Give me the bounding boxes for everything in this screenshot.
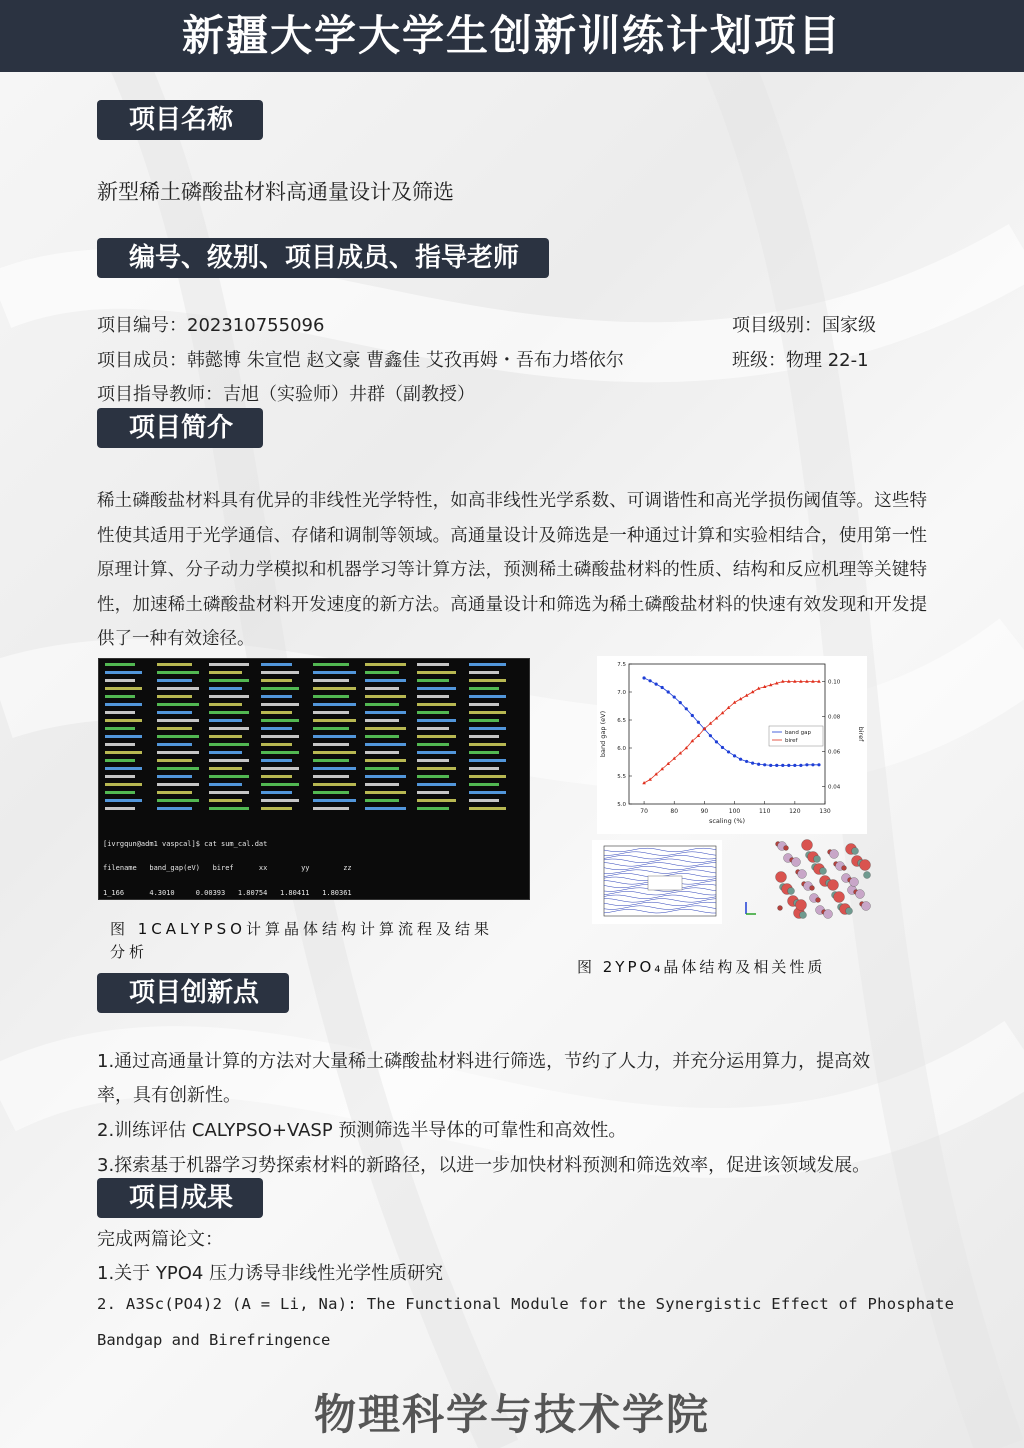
terminal-listing-entry xyxy=(261,703,299,706)
atom xyxy=(834,892,845,903)
crystal-structure-image xyxy=(738,836,873,924)
terminal-listing-entry xyxy=(261,695,292,698)
terminal-listing-entry xyxy=(209,791,249,794)
terminal-listing-entry xyxy=(261,799,299,802)
terminal-listing-entry xyxy=(261,711,292,714)
terminal-listing-entry xyxy=(417,711,449,714)
terminal-listing-entry xyxy=(209,799,242,802)
terminal-listing-entry xyxy=(469,791,506,794)
terminal-listing-entry xyxy=(313,663,349,666)
data-point-band-gap xyxy=(805,763,808,766)
atom xyxy=(776,872,787,883)
terminal-listing-entry xyxy=(157,711,192,714)
terminal-listing-entry xyxy=(105,759,135,762)
x-tick-label: 70 xyxy=(640,808,648,815)
page-title: 新疆大学大学生创新训练计划项目 xyxy=(181,11,842,60)
data-point-band-gap xyxy=(661,686,664,689)
terminal-listing-entry xyxy=(417,791,449,794)
terminal-listing-entry xyxy=(365,695,406,698)
data-point-band-gap xyxy=(817,763,820,766)
terminal-listing-entry xyxy=(209,727,249,730)
terminal-listing-entry xyxy=(261,743,292,746)
terminal-listing-entry xyxy=(417,751,456,754)
terminal-listing-entry xyxy=(157,743,192,746)
terminal-listing-entry xyxy=(469,735,499,738)
terminal-listing-entry xyxy=(209,695,249,698)
terminal-listing-entry xyxy=(157,703,199,706)
y-tick-label-left: 6.5 xyxy=(617,718,626,724)
y-tick-label-left: 5.0 xyxy=(617,802,626,808)
terminal-listing-entry xyxy=(157,727,192,730)
terminal-listing-entry xyxy=(209,687,242,690)
terminal-listing-entry xyxy=(313,695,349,698)
terminal-listing-entry xyxy=(105,807,135,810)
terminal-listing-entry xyxy=(157,783,199,786)
y-tick-label-left: 7.5 xyxy=(617,662,626,668)
terminal-listing-entry xyxy=(417,759,449,762)
terminal-listing-entry xyxy=(209,671,242,674)
terminal-listing-entry xyxy=(261,759,292,762)
data-point-biref xyxy=(805,680,809,683)
terminal-listing-entry xyxy=(261,767,299,770)
terminal-listing-entry xyxy=(469,743,506,746)
terminal-listing-entry xyxy=(209,735,242,738)
atom xyxy=(798,870,807,879)
data-point-band-gap xyxy=(727,750,730,753)
terminal-listing-entry xyxy=(469,751,499,754)
results-intro: 完成两篇论文： xyxy=(97,1229,223,1250)
terminal-listing-entry xyxy=(365,663,406,666)
y-tick-label-right: 0.04 xyxy=(828,784,841,791)
project-class: 班级：物理 22-1 xyxy=(732,350,869,371)
terminal-command: [ivrgqun@adm1 vaspcal]$ cat sum_cal.dat xyxy=(103,839,268,848)
terminal-listing-entry xyxy=(209,751,242,754)
atom xyxy=(820,868,827,875)
data-point-band-gap xyxy=(709,734,712,737)
terminal-listing-entry xyxy=(365,759,406,762)
paper-1: 1.关于 YPO4 压力诱导非线性光学性质研究 xyxy=(97,1263,444,1284)
atom xyxy=(810,886,815,891)
terminal-listing-entry xyxy=(105,767,142,770)
terminal-listing-entry xyxy=(365,783,399,786)
legend-label: biref xyxy=(785,738,798,744)
y-tick-label-left: 6.0 xyxy=(617,746,626,752)
atom xyxy=(850,878,859,887)
terminal-listing-entry xyxy=(417,687,456,690)
terminal-listing-entry xyxy=(313,735,356,738)
atom xyxy=(852,848,859,855)
terminal-listing-entry xyxy=(417,671,456,674)
terminal-listing-entry xyxy=(157,735,199,738)
data-point-band-gap xyxy=(757,763,760,766)
terminal-listing-entry xyxy=(209,663,249,666)
x-tick-label: 100 xyxy=(728,808,741,815)
terminal-listing-entry xyxy=(365,671,399,674)
terminal-listing-entry xyxy=(157,663,192,666)
intro-paragraph: 稀土磷酸盐材料具有优异的非线性光学特性，如高非线性光学系数、可调谐性和高光学损伤阈值等。这些特性使其适用于光学通信、存储和调制等领域。高通量设计及筛选是一种通过计算和实验相结合，使用第一性原理计算、分子动力学模拟和机器学习等计算方法，预测稀土磷酸盐材料的性质、结构和反应机理等关键特性，加速稀土磷酸盐材料开发速度的新方法。高通量设计和筛选为稀土磷酸盐材料的快速有效发现和开发提供了一种有效途径。 xyxy=(97,491,927,649)
data-point-band-gap xyxy=(655,683,658,686)
terminal-listing-entry xyxy=(365,807,406,810)
terminal-listing-entry xyxy=(261,775,292,778)
legend-label: band gap xyxy=(785,730,811,736)
y-tick-label-right: 0.06 xyxy=(828,749,841,756)
data-point-band-gap xyxy=(715,740,718,743)
terminal-listing-entry xyxy=(105,679,135,682)
terminal-listing-entry xyxy=(417,783,456,786)
innovation-item-1: 1.通过高通量计算的方法对大量稀土磷酸盐材料进行筛选，节约了人力，并充分运用算力，提高效 xyxy=(97,1051,871,1072)
terminal-listing-entry xyxy=(209,759,249,762)
atom xyxy=(864,872,871,879)
terminal-listing-entry xyxy=(261,719,299,722)
terminal-listing-entry xyxy=(313,783,356,786)
terminal-listing-entry xyxy=(469,759,506,762)
terminal-listing-entry xyxy=(365,791,406,794)
y-axis-label-left: band gap (eV) xyxy=(599,710,607,758)
terminal-row: 1_166 4.3010 0.00393 1.80754 1.80411 1.80361 xyxy=(103,889,352,898)
terminal-listing-entry xyxy=(417,807,449,810)
section-header-results: 项目成果 xyxy=(97,1178,263,1218)
atom xyxy=(824,910,833,919)
terminal-listing-entry xyxy=(261,735,299,738)
terminal-listing-entry xyxy=(261,783,299,786)
band-structure-plot xyxy=(592,840,722,924)
project-number: 项目编号：202310755096 xyxy=(97,315,325,336)
data-point-band-gap xyxy=(685,707,688,710)
terminal-listing-entry xyxy=(105,791,135,794)
atom xyxy=(788,888,795,895)
terminal-listing-entry xyxy=(157,719,199,722)
terminal-listing-entry xyxy=(365,703,399,706)
terminal-listing-entry xyxy=(157,687,199,690)
terminal-listing-entry xyxy=(261,727,292,730)
data-point-band-gap xyxy=(745,760,748,763)
terminal-listing-entry xyxy=(209,703,242,706)
terminal-listing-entry xyxy=(365,775,406,778)
band-structure-svg xyxy=(592,840,722,924)
series-line-band-gap xyxy=(644,678,819,765)
terminal-listing-entry xyxy=(157,799,199,802)
atom xyxy=(862,902,871,911)
section-header-innovation: 项目创新点 xyxy=(97,973,289,1013)
terminal-listing-entry xyxy=(469,775,506,778)
terminal-listing-entry xyxy=(469,687,499,690)
terminal-listing-entry xyxy=(261,687,299,690)
terminal-listing-entry xyxy=(313,743,349,746)
data-point-band-gap xyxy=(733,754,736,757)
terminal-listing-entry xyxy=(261,807,292,810)
terminal-listing-entry xyxy=(105,727,135,730)
paper-2-line2: Bandgap and Birefringence xyxy=(97,1331,331,1349)
y-axis-label-right: biref xyxy=(857,726,865,742)
paper-2-line1: 2. A3Sc(PO4)2 (A = Li, Na): The Functional Module for the Synergistic Effect of Phosphate xyxy=(97,1295,955,1313)
terminal-listing-entry xyxy=(313,791,349,794)
atom xyxy=(796,900,807,911)
data-point-band-gap xyxy=(799,764,802,767)
terminal-listing-entry xyxy=(313,703,356,706)
terminal-listing-entry xyxy=(209,775,249,778)
terminal-listing-entry xyxy=(417,663,449,666)
terminal-listing-entry xyxy=(105,775,135,778)
terminal-listing-entry xyxy=(365,679,406,682)
data-point-band-gap xyxy=(649,679,652,682)
terminal-listing-entry xyxy=(417,695,449,698)
section-header-intro: 项目简介 xyxy=(97,408,263,448)
atom xyxy=(846,908,853,915)
terminal-listing-entry xyxy=(261,679,292,682)
innovation-item-1-cont: 率，具有创新性。 xyxy=(97,1085,241,1106)
data-point-band-gap xyxy=(763,763,766,766)
terminal-listing-entry xyxy=(365,767,399,770)
x-tick-label: 80 xyxy=(670,808,679,815)
atom xyxy=(800,912,807,919)
data-point-biref xyxy=(817,680,821,683)
terminal-listing-entry xyxy=(313,679,349,682)
terminal-listing-entry xyxy=(209,783,242,786)
terminal-listing-entry xyxy=(365,735,399,738)
terminal-listing-entry xyxy=(365,727,406,730)
data-point-band-gap xyxy=(787,764,790,767)
data-point-band-gap xyxy=(811,763,814,766)
terminal-listing-entry xyxy=(157,671,199,674)
terminal-listing-entry xyxy=(313,775,349,778)
terminal-listing-entry xyxy=(209,711,249,714)
terminal-listing-entry xyxy=(469,719,499,722)
terminal-listing-entry xyxy=(313,751,356,754)
terminal-file-listing xyxy=(99,659,529,819)
innovation-item-3: 3.探索基于机器学习势探索材料的新路径，以进一步加快材料预测和筛选效率，促进该领域发展。 xyxy=(97,1155,871,1176)
terminal-listing-entry xyxy=(209,719,242,722)
terminal-listing-entry xyxy=(261,791,292,794)
terminal-listing-entry xyxy=(417,775,449,778)
footer-school-name: 物理科学与技术学院 xyxy=(313,1390,710,1439)
data-point-band-gap xyxy=(697,721,700,724)
data-point-biref xyxy=(793,680,797,683)
terminal-listing-entry xyxy=(209,679,249,682)
bandgap-biref-chart xyxy=(597,656,867,834)
project-level: 项目级别：国家级 xyxy=(732,315,876,336)
terminal-listing-entry xyxy=(469,767,499,770)
data-point-biref xyxy=(811,680,815,683)
atom xyxy=(802,840,813,851)
data-point-band-gap xyxy=(781,764,784,767)
terminal-listing-entry xyxy=(261,751,299,754)
figure-2-caption: 图 2YPO₄晶体结构及相关性质 xyxy=(577,958,826,976)
x-tick-label: 110 xyxy=(758,808,771,815)
terminal-listing-entry xyxy=(469,727,506,730)
section-header-project-name: 项目名称 xyxy=(97,100,263,140)
terminal-listing-entry xyxy=(157,695,192,698)
terminal-listing-entry xyxy=(157,807,192,810)
data-point-biref xyxy=(799,680,803,683)
data-point-biref xyxy=(787,680,791,683)
terminal-listing-entry xyxy=(105,799,142,802)
terminal-listing-entry xyxy=(105,751,142,754)
terminal-listing-entry xyxy=(105,695,135,698)
terminal-listing-entry xyxy=(157,791,192,794)
atom xyxy=(842,866,847,871)
terminal-listing-entry xyxy=(157,767,199,770)
terminal-listing-entry xyxy=(417,799,456,802)
terminal-listing-entry xyxy=(105,711,135,714)
figure-1-caption: 图 1CALYPSO计算晶体结构计算流程及结果 xyxy=(110,920,493,938)
terminal-listing-entry xyxy=(105,743,135,746)
terminal-listing-entry xyxy=(313,711,349,714)
atom xyxy=(814,856,821,863)
terminal-listing-entry xyxy=(209,743,249,746)
terminal-listing-entry xyxy=(105,687,142,690)
terminal-listing-entry xyxy=(365,687,399,690)
page-title-banner xyxy=(0,0,1024,72)
terminal-listing-entry xyxy=(261,671,299,674)
data-point-band-gap xyxy=(679,701,682,704)
terminal-listing-entry xyxy=(157,751,199,754)
terminal-listing-entry xyxy=(417,735,456,738)
data-point-band-gap xyxy=(793,764,796,767)
data-point-band-gap xyxy=(751,762,754,765)
terminal-listing-entry xyxy=(105,671,142,674)
terminal-listing-entry xyxy=(417,679,449,682)
terminal-listing-entry xyxy=(469,671,499,674)
x-tick-label: 130 xyxy=(819,808,831,815)
terminal-listing-entry xyxy=(313,767,356,770)
data-point-band-gap xyxy=(769,764,772,767)
data-point-band-gap xyxy=(775,764,778,767)
terminal-listing-entry xyxy=(105,735,142,738)
x-axis-label: scaling (%) xyxy=(708,817,746,825)
innovation-item-2: 2.训练评估 CALYPSO+VASP 预测筛选半导体的可靠性和高效性。 xyxy=(97,1120,627,1141)
terminal-listing-entry xyxy=(209,807,249,810)
data-point-band-gap xyxy=(721,746,724,749)
y-tick-label-right: 0.08 xyxy=(828,714,841,721)
terminal-listing-entry xyxy=(105,663,135,666)
data-point-band-gap xyxy=(642,676,645,679)
terminal-listing-entry xyxy=(313,719,356,722)
terminal-listing-entry xyxy=(313,671,356,674)
calypso-terminal-screenshot xyxy=(98,658,530,900)
data-point-biref xyxy=(781,680,785,683)
terminal-listing-entry xyxy=(261,663,292,666)
project-advisors: 项目指导教师：吉旭（实验师）井群（副教授） xyxy=(97,384,475,405)
terminal-listing-entry xyxy=(157,759,192,762)
figure-1-caption-line2: 分析 xyxy=(110,943,149,961)
terminal-listing-entry xyxy=(469,799,499,802)
terminal-listing-entry xyxy=(469,807,506,810)
y-tick-label-right: 0.10 xyxy=(828,679,841,686)
terminal-listing-entry xyxy=(313,759,349,762)
terminal-listing-entry xyxy=(157,775,192,778)
atom xyxy=(816,898,821,903)
terminal-listing-entry xyxy=(313,807,349,810)
data-point-band-gap xyxy=(667,690,670,693)
terminal-listing-entry xyxy=(469,711,506,714)
data-point-band-gap xyxy=(673,695,676,698)
terminal-listing-entry xyxy=(417,743,449,746)
terminal-listing-entry xyxy=(105,719,142,722)
x-tick-label: 120 xyxy=(789,808,801,815)
terminal-listing-entry xyxy=(209,767,242,770)
terminal-listing-entry xyxy=(105,783,142,786)
terminal-listing-entry xyxy=(313,727,349,730)
terminal-listing-entry xyxy=(313,687,356,690)
atom xyxy=(792,858,801,867)
crystal-structure-svg xyxy=(738,836,873,924)
terminal-listing-entry xyxy=(365,751,399,754)
atom xyxy=(778,906,783,911)
data-point-band-gap xyxy=(739,758,742,761)
chart-svg xyxy=(597,656,867,834)
atom xyxy=(860,860,871,871)
atom xyxy=(856,890,865,899)
terminal-listing-entry xyxy=(469,663,506,666)
atom xyxy=(830,850,839,859)
y-tick-label-left: 5.5 xyxy=(617,774,626,780)
terminal-listing-entry xyxy=(469,679,506,682)
terminal-listing-entry xyxy=(313,799,356,802)
project-members: 项目成员：韩懿博 朱宣恺 赵文豪 曹鑫佳 艾孜再姆・吾布力塔依尔 xyxy=(97,350,624,371)
terminal-header: filename band_gap(eV) biref xx yy zz xyxy=(103,864,352,873)
terminal-listing-entry xyxy=(157,679,192,682)
x-tick-label: 90 xyxy=(700,808,709,815)
atom xyxy=(784,846,789,851)
terminal-listing-entry xyxy=(417,727,449,730)
terminal-listing-entry xyxy=(469,783,499,786)
terminal-listing-entry xyxy=(417,719,456,722)
terminal-listing-entry xyxy=(365,799,399,802)
terminal-listing-entry xyxy=(417,767,456,770)
project-name: 新型稀土磷酸盐材料高通量设计及筛选 xyxy=(97,180,454,204)
terminal-listing-entry xyxy=(417,703,456,706)
terminal-listing-entry xyxy=(105,703,142,706)
data-point-band-gap xyxy=(691,714,694,717)
terminal-listing-entry xyxy=(365,719,399,722)
terminal-listing-entry xyxy=(469,703,499,706)
section-header-info: 编号、级别、项目成员、指导老师 xyxy=(97,238,549,278)
terminal-listing-entry xyxy=(365,743,406,746)
terminal-listing-entry xyxy=(469,695,506,698)
terminal-listing-entry xyxy=(365,711,406,714)
y-tick-label-left: 7.0 xyxy=(617,690,626,696)
atom xyxy=(828,880,839,891)
